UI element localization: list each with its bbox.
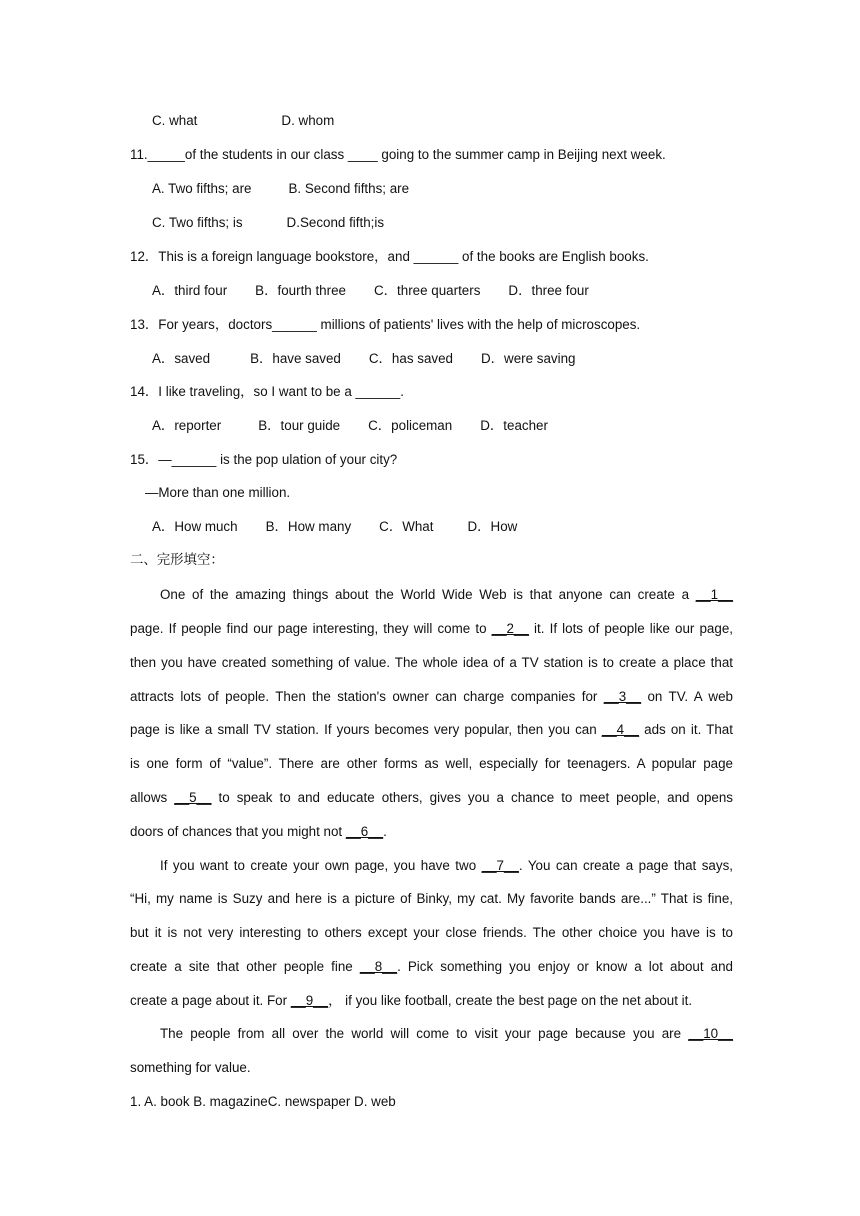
passage-text: on TV. A web [647, 689, 733, 704]
blank-5: __5__ [174, 790, 212, 805]
q12-option-d: D．three four [508, 283, 589, 298]
blank-10: __10__ [688, 1026, 733, 1041]
passage-line [160, 857, 733, 875]
passage-text: One of the amazing things about the World Wide Web is that anyone can create a [160, 587, 690, 602]
q13-stem: 13．For years，doctors______ millions of patients' lives with the help of microscopes. [130, 317, 641, 332]
passage-line: “Hi, my name is Suzy and here is a picture of Binky, my cat. My favorite bands are...” That is fine, [130, 891, 733, 906]
q12-option-a: A．third four [152, 283, 228, 298]
q11-option-b: B. Second fifths; are [288, 181, 410, 196]
q10-option-d: D. whom [281, 113, 335, 128]
q12-stem: 12．This is a foreign language bookstore，and ______ of the books are English books. [130, 249, 649, 264]
q13-options [152, 350, 576, 368]
passage-line [130, 688, 733, 706]
q12-option-c: C．three quarters [373, 283, 481, 298]
section-heading: 二、完形填空： [130, 553, 224, 568]
q11-blank-1: _____ [147, 147, 185, 162]
passage-text: attracts lots of people. Then the station's owner can charge companies for [130, 689, 598, 704]
q11-options-ab [152, 180, 409, 198]
q12-option-b: B．fourth three [255, 283, 346, 298]
blank-3: __3__ [603, 689, 642, 704]
q11-number: 11. [130, 147, 148, 162]
passage-text: . You can create a page that says, [518, 858, 733, 873]
q15-option-d: D．How [467, 519, 518, 534]
q13-option-c: C．has saved [368, 351, 453, 366]
blank-1: __1__ [695, 587, 733, 602]
q15-option-b: B．How many [265, 519, 352, 534]
passage-line: but it is not very interesting to others except your close friends. The other choice you have is to [130, 925, 733, 940]
q15-option-a: A．How much [152, 519, 238, 534]
q15-answer: —More than one million. [145, 485, 291, 500]
passage-line: something for value. [130, 1060, 251, 1075]
passage-line [130, 823, 733, 841]
passage-line: then you have created something of value. The whole idea of a TV station is to create a place that [130, 655, 733, 670]
q11-text-end: going to the summer camp in Beijing next week. [377, 147, 666, 162]
passage-text: page. If people find our page interesting, they will come to [130, 621, 487, 636]
q10-option-c: C. what [152, 113, 198, 128]
passage-text: create a page about it. For [130, 993, 288, 1008]
passage-line [130, 958, 733, 976]
q15-options [152, 518, 517, 536]
passage-line [160, 586, 733, 604]
q11-option-a: A. Two fifths; are [152, 181, 252, 196]
blank-4: __4__ [601, 722, 640, 737]
passage-line: is one form of “value”. There are other forms as well, especially for teenagers. A popular page [130, 756, 733, 771]
q11-stem [130, 146, 666, 164]
passage-line [130, 992, 733, 1010]
passage-line [160, 1025, 733, 1043]
blank-8: __8__ [359, 959, 398, 974]
passage-text: . [383, 824, 387, 839]
q11-options-cd [152, 214, 384, 232]
q15-option-c: C．What [379, 519, 434, 534]
q14-stem: 14．I like traveling，so I want to be a ______. [130, 384, 404, 399]
q14-option-b: B．tour guide [258, 418, 341, 433]
q11-option-d: D.Second fifth;is [286, 215, 385, 230]
cloze-question-1: 1. A. book B. magazineC. newspaper D. web [130, 1094, 396, 1109]
q13-option-d: D．were saving [480, 351, 576, 366]
passage-text: page is like a small TV station. If yours becomes very popular, then you can [130, 722, 597, 737]
passage-text: create a site that other people fine [130, 959, 353, 974]
passage-text: The people from all over the world will come to visit your page because you are [160, 1026, 682, 1041]
passage-text: allows [130, 790, 168, 805]
blank-7: __7__ [481, 858, 519, 873]
q14-option-a: A．reporter [152, 418, 222, 433]
q11-blank-2: ____ [347, 147, 378, 162]
passage-text: doors of chances that you might not [130, 824, 343, 839]
passage-text: ads on it. That [644, 722, 733, 737]
passage-line [130, 620, 733, 638]
passage-text: . Pick something you enjoy or know a lot about and [397, 959, 733, 974]
q15-stem: 15．—______ is the pop ulation of your city? [130, 452, 398, 467]
passage-text: to speak to and educate others, gives you a chance to meet people, and opens [218, 790, 733, 805]
passage-text: it. If lots of people like our page, [534, 621, 733, 636]
passage-text: If you want to create your own page, you have two [160, 858, 477, 873]
passage-text: ， if you like football, create the best page on the net about it. [328, 993, 693, 1008]
blank-9: __9__ [290, 993, 329, 1008]
q10-options [152, 112, 334, 130]
q14-option-d: D．teacher [480, 418, 548, 433]
q13-option-a: A．saved [152, 351, 211, 366]
q13-option-b: B．have saved [250, 351, 341, 366]
q11-text: of the students in our class [184, 147, 348, 162]
passage-line [130, 789, 733, 807]
q11-option-c: C. Two fifths; is [152, 215, 243, 230]
blank-6: __6__ [345, 824, 384, 839]
q14-options [152, 417, 548, 435]
passage-line [130, 721, 733, 739]
blank-2: __2__ [491, 621, 529, 636]
q12-options [152, 282, 589, 300]
q14-option-c: C．policeman [368, 418, 453, 433]
